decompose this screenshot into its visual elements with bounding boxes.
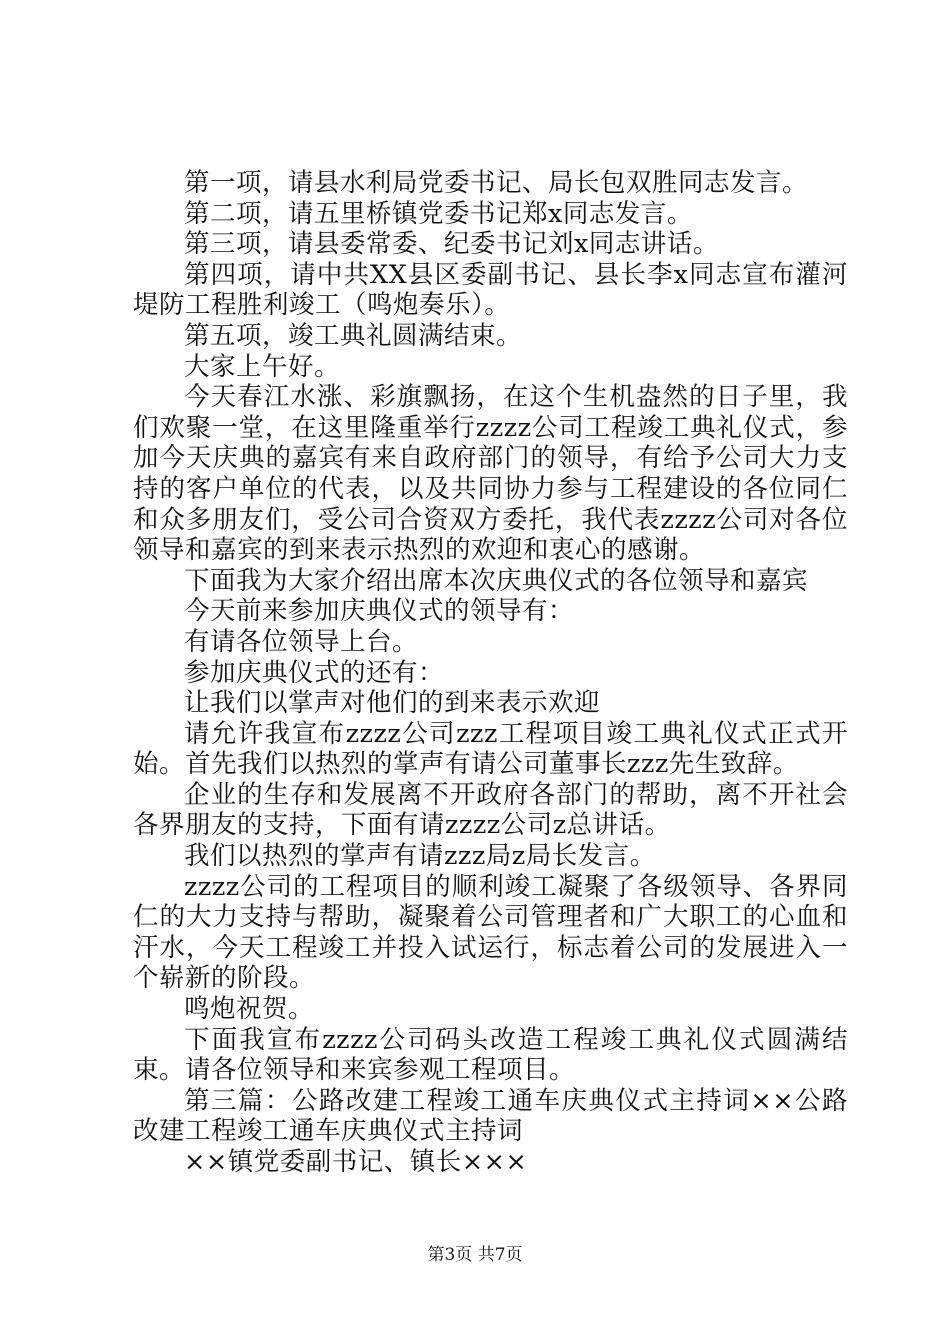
paragraph: 第四项，请中共XX县区委副书记、县长李x同志宣布灌河堤防工程胜利竣工（鸣炮奏乐）。 bbox=[133, 259, 848, 321]
paragraph: 请允许我宣布zzzz公司zzz工程项目竣工典礼仪式正式开始。首先我们以热烈的掌声有请公司董事长zzz先生致辞。 bbox=[133, 718, 848, 780]
page-number: 第3页 共7页 bbox=[427, 1245, 523, 1265]
paragraph: 我们以热烈的掌声有请zzz局z局长发言。 bbox=[184, 841, 656, 872]
paragraph: 有请各位领导上台。 bbox=[184, 626, 419, 657]
paragraph: 今天春江水涨、彩旗飘扬，在这个生机盎然的日子里，我们欢聚一堂，在这里隆重举行zzzz公司工程竣工典礼仪式，参加今天庆典的嘉宾有来自政府部门的领导，有给予公司大力支持的客户单位的代表，以及共同协力参与工程建设的各位同仁和众多朋友们，受公司合资双方委托，我代表zzzz公司对各位领导和嘉宾的到来表示热烈的欢迎和衷心的感谢。 bbox=[133, 382, 848, 566]
paragraph: 让我们以掌声对他们的到来表示欢迎 bbox=[184, 688, 601, 719]
paragraph: 鸣炮祝贺。 bbox=[184, 994, 315, 1025]
paragraph: 第一项，请县水利局党委书记、局长包双胜同志发言。 bbox=[184, 168, 809, 198]
paragraph: 下面我为大家介绍出席本次庆典仪式的各位领导和嘉宾 bbox=[184, 565, 809, 596]
document-body bbox=[133, 168, 848, 1178]
section-heading: 第三篇：公路改建工程竣工通车庆典仪式主持词××公路改建工程竣工通车庆典仪式主持词 bbox=[133, 1085, 848, 1147]
paragraph: 第二项，请五里桥镇党委书记郑x同志发言。 bbox=[184, 198, 693, 229]
paragraph: 企业的生存和发展离不开政府各部门的帮助，离不开社会各界朋友的支持，下面有请zzzz公司z总讲话。 bbox=[133, 779, 848, 841]
paragraph: zzzz公司的工程项目的顺利竣工凝聚了各级领导、各界同仁的大力支持与帮助，凝聚着公司管理者和广大职工的心血和汗水，今天工程竣工并投入试运行，标志着公司的发展进入一个崭新的阶段。 bbox=[133, 871, 848, 994]
paragraph: 第五项，竣工典礼圆满结束。 bbox=[184, 320, 523, 351]
paragraph: 参加庆典仪式的还有： bbox=[184, 657, 445, 688]
page-footer bbox=[0, 1244, 950, 1266]
paragraph: ××镇党委副书记、镇长××× bbox=[184, 1147, 528, 1177]
paragraph: 大家上午好。 bbox=[184, 351, 341, 382]
paragraph: 第三项，请县委常委、纪委书记刘x同志讲话。 bbox=[184, 229, 719, 260]
paragraph: 下面我宣布zzzz公司码头改造工程竣工典礼仪式圆满结束。请各位领导和来宾参观工程项目。 bbox=[133, 1024, 848, 1086]
paragraph: 今天前来参加庆典仪式的领导有： bbox=[184, 596, 575, 627]
